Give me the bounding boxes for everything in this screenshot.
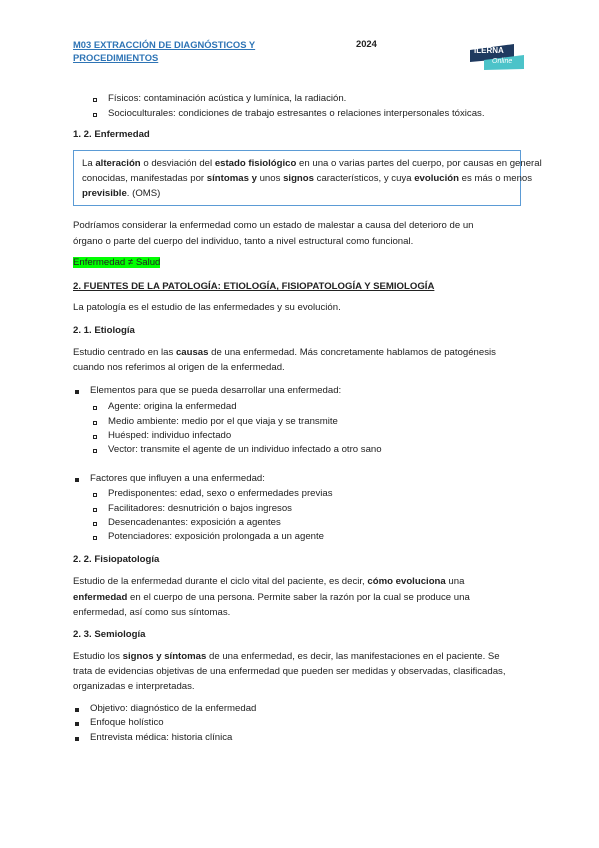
paragraph-line: órgano o parte del cuerpo del individuo, tanto a nivel estructural como funcional.	[73, 236, 414, 247]
bullet-icon	[75, 478, 79, 482]
bullet-icon	[93, 522, 97, 526]
paragraph-line: Estudio de la enfermedad durante el ciclo vital del paciente, es decir, cómo evoluciona una	[73, 576, 465, 587]
bullet-icon	[93, 98, 97, 102]
definition-box: La alteración o desviación del estado fisiológico en una o varias partes del cuerpo, por causas en general conocidas, manifestadas por síntomas y unos signos característicos, y cuya evolución es más o menos previsible. (OMS)	[73, 150, 521, 206]
bullet-icon	[93, 406, 97, 410]
list-item: Socioculturales: condiciones de trabajo estresantes o relaciones interpersonales tóxicas.	[93, 108, 485, 119]
section-heading-2-2: 2. 2. Fisiopatología	[73, 554, 160, 565]
bullet-icon	[75, 708, 79, 712]
list-item: Enfoque holístico	[73, 717, 164, 728]
section-heading-1-2: 1. 2. Enfermedad	[73, 129, 150, 140]
header-title-line1: M03 EXTRACCIÓN DE DIAGNÓSTICOS Y	[73, 39, 256, 50]
list-item: Físicos: contaminación acústica y lumínica, la radiación.	[93, 93, 346, 104]
paragraph-line: cuando nos referimos al origen de la enfermedad.	[73, 362, 285, 373]
list-item: Agente: origina la enfermedad	[93, 401, 237, 412]
paragraph-line: Estudio los signos y síntomas de una enfermedad, es decir, las manifestaciones en el paciente. Se	[73, 651, 500, 662]
section-heading-2-3: 2. 3. Semiología	[73, 629, 146, 640]
list-item: Potenciadores: exposición prolongada a un agente	[93, 531, 324, 542]
list-item: Objetivo: diagnóstico de la enfermedad	[73, 703, 256, 714]
bullet-icon	[93, 536, 97, 540]
bullet-icon	[75, 390, 79, 394]
list-item: Huésped: individuo infectado	[93, 430, 231, 441]
list-item: Desencadenantes: exposición a agentes	[93, 517, 281, 528]
header-title-line2: PROCEDIMIENTOS	[73, 52, 159, 63]
bullet-icon	[93, 421, 97, 425]
list-title: Elementos para que se pueda desarrollar una enfermedad:	[73, 385, 341, 396]
paragraph-line: organizadas e interpretadas.	[73, 681, 195, 692]
bullet-icon	[93, 508, 97, 512]
section-heading-2: 2. FUENTES DE LA PATOLOGÍA: ETIOLOGÍA, FISIOPATOLOGÍA Y SEMIOLOGÍA	[73, 281, 435, 292]
paragraph-line: Estudio centrado en las causas de una enfermedad. Más concretamente hablamos de patogénesis	[73, 347, 496, 358]
logo-text-bottom: Online	[492, 58, 513, 65]
list-item: Facilitadores: desnutrición o bajos ingresos	[93, 503, 292, 514]
bullet-icon	[75, 737, 79, 741]
list-item: Vector: transmite el agente de un individuo infectado a otro sano	[93, 444, 382, 455]
list-item: Medio ambiente: medio por el que viaja y se transmite	[93, 416, 338, 427]
list-item: Entrevista médica: historia clínica	[73, 732, 232, 743]
list-item: Predisponentes: edad, sexo o enfermedades previas	[93, 488, 333, 499]
paragraph-line: trata de evidencias objetivas de una enfermedad que pueden ser medidas y observadas, clasificadas,	[73, 666, 506, 677]
document-header-title	[73, 38, 255, 64]
paragraph-line: Podríamos considerar la enfermedad como un estado de malestar a causa del deterioro de un	[73, 220, 474, 231]
bullet-icon	[93, 113, 97, 117]
list-title: Factores que influyen a una enfermedad:	[73, 473, 265, 484]
bullet-icon	[93, 493, 97, 497]
logo-text-top: ILERNA	[474, 46, 504, 55]
highlight-text: Enfermedad ≠ Salud	[73, 257, 161, 268]
header-year: 2024	[356, 38, 377, 49]
section-heading-2-1: 2. 1. Etiología	[73, 325, 135, 336]
bullet-icon	[93, 435, 97, 439]
paragraph-line: enfermedad en el cuerpo de una persona. Permite saber la razón por la cual se produce una	[73, 592, 470, 603]
paragraph-line: enfermedad, así como sus síntomas.	[73, 607, 231, 618]
bullet-icon	[93, 449, 97, 453]
bullet-icon	[75, 722, 79, 726]
paragraph-line: La patología es el estudio de las enfermedades y su evolución.	[73, 302, 341, 313]
ilerna-logo	[470, 44, 524, 68]
